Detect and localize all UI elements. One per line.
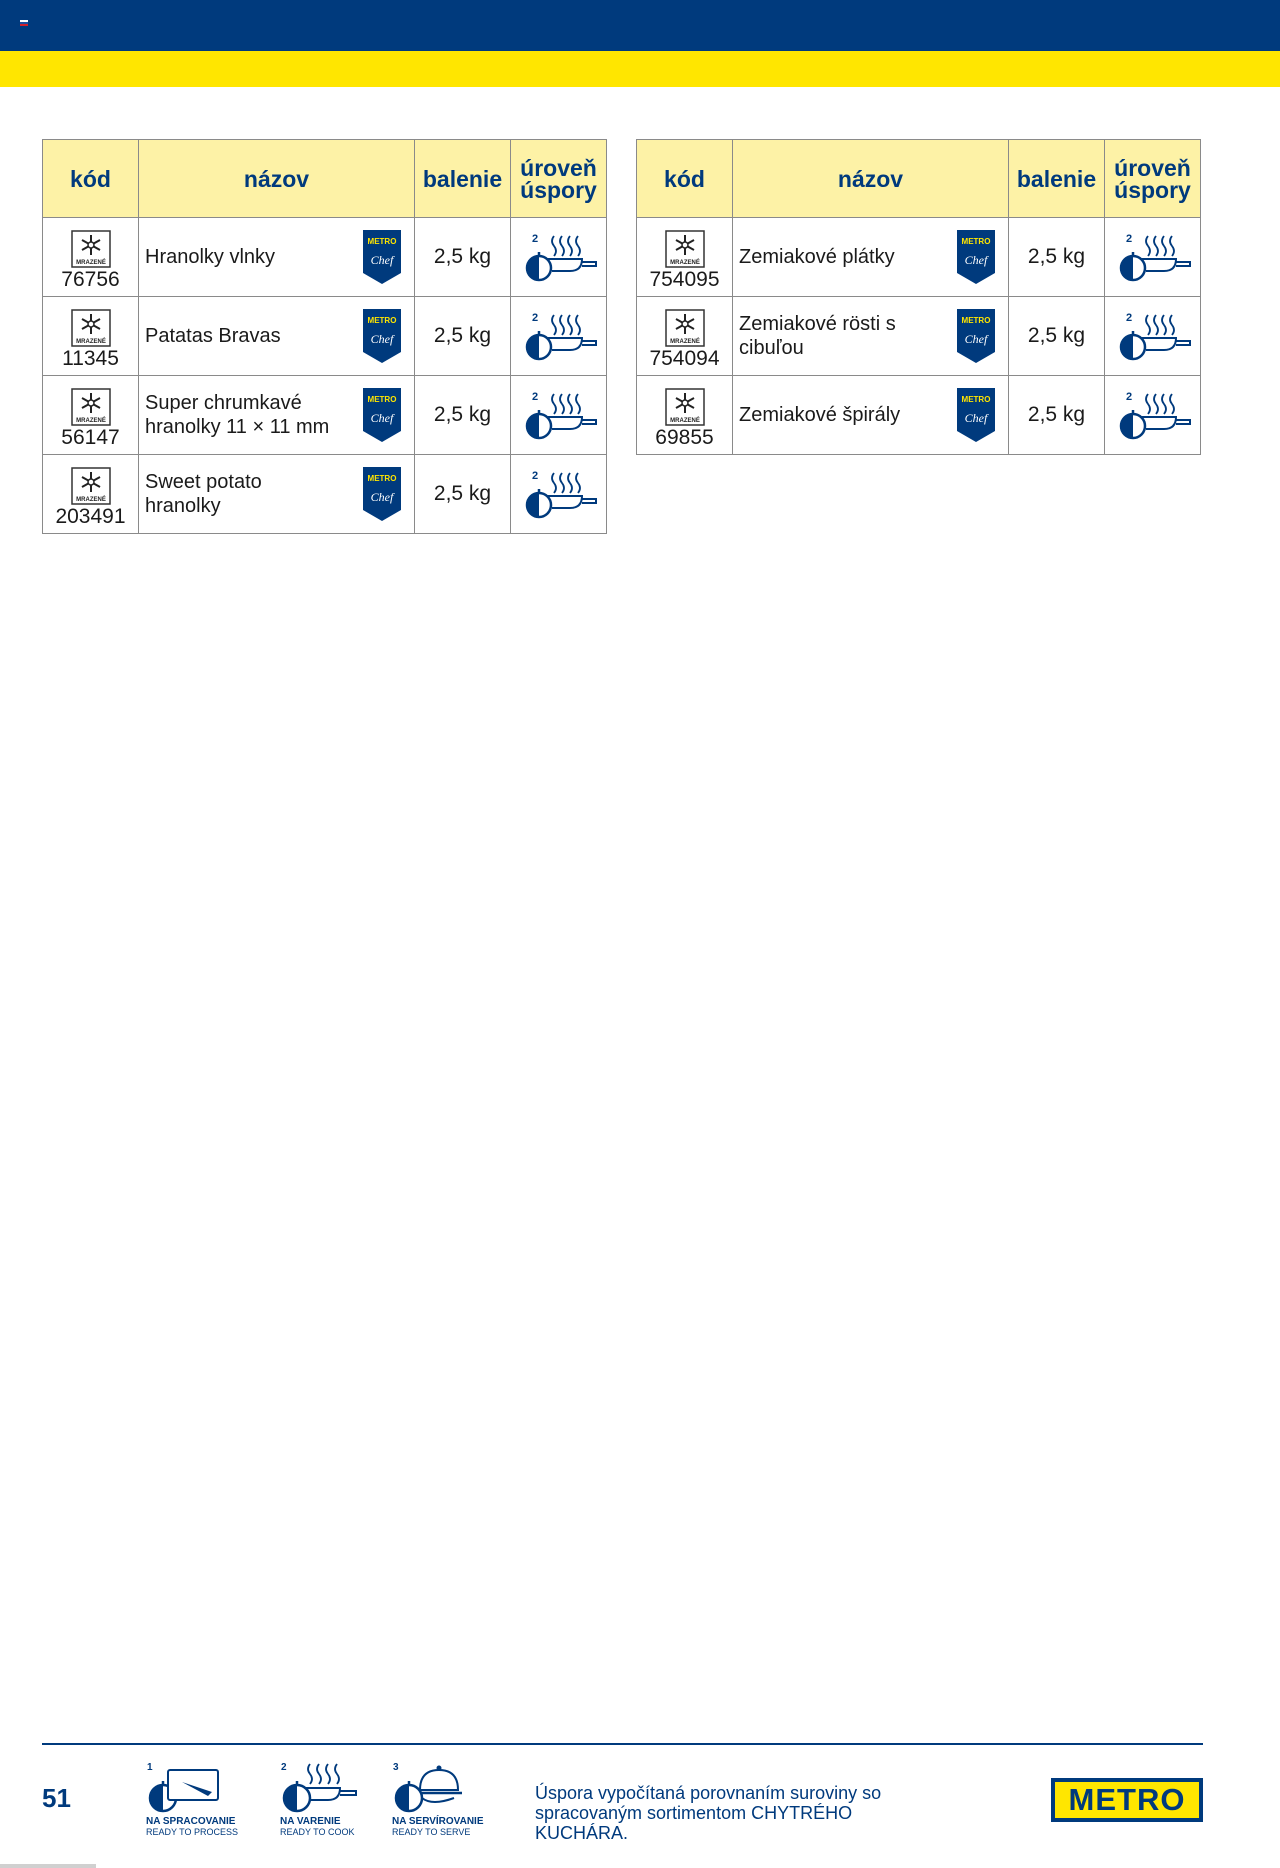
product-name: Zemiakové špirály bbox=[739, 404, 901, 426]
product-table-right bbox=[636, 139, 1201, 455]
metro-chef-badge bbox=[362, 387, 402, 443]
savings-level bbox=[1105, 376, 1201, 455]
metro-chef-badge bbox=[362, 308, 402, 364]
svg-text:Chef: Chef bbox=[370, 411, 394, 425]
svg-text:MRAZENÉ: MRAZENÉ bbox=[669, 259, 700, 266]
product-code: 754094 bbox=[649, 346, 720, 370]
frozen-icon bbox=[665, 230, 705, 268]
product-code: 754095 bbox=[649, 267, 720, 291]
product-name: Sweet potato hranolky bbox=[145, 471, 262, 517]
svg-text:METRO: METRO bbox=[961, 237, 991, 246]
svg-text:2: 2 bbox=[1125, 391, 1132, 403]
svg-text:Chef: Chef bbox=[370, 332, 394, 346]
svg-text:MRAZENÉ: MRAZENÉ bbox=[669, 338, 700, 345]
svg-text:Chef: Chef bbox=[370, 490, 394, 504]
savings-level bbox=[511, 455, 607, 534]
package-size: 2,5 kg bbox=[1009, 218, 1105, 297]
nazov-cell bbox=[733, 376, 1009, 455]
legend-ready-to-cook: 2 NA VARENIE READY TO COOK bbox=[280, 1760, 390, 1837]
frozen-icon bbox=[71, 230, 111, 268]
product-code: 69855 bbox=[655, 425, 714, 449]
nazov-cell bbox=[139, 297, 415, 376]
product-name: Zemiakové plátky bbox=[739, 246, 895, 268]
svg-text:Chef: Chef bbox=[964, 253, 988, 267]
product-name: Super chrumkavé hranolky 11 × 11 mm bbox=[145, 392, 330, 438]
product-code: 203491 bbox=[55, 504, 126, 528]
kod-cell bbox=[43, 218, 139, 297]
savings-level bbox=[511, 297, 607, 376]
header-kod: kód bbox=[43, 140, 139, 218]
svg-text:MRAZENÉ: MRAZENÉ bbox=[75, 259, 106, 266]
product-code: 11345 bbox=[62, 346, 119, 370]
package-size: 2,5 kg bbox=[415, 376, 511, 455]
page-number: 51 bbox=[42, 1783, 71, 1813]
package-size: 2,5 kg bbox=[415, 297, 511, 376]
product-code: 76756 bbox=[61, 267, 120, 291]
package-size: 2,5 kg bbox=[415, 218, 511, 297]
pan-timer-icon bbox=[1114, 230, 1192, 284]
svg-text:2: 2 bbox=[531, 312, 538, 324]
metro-chef-badge bbox=[362, 466, 402, 522]
footer-divider bbox=[42, 1743, 1203, 1745]
header-nazov: názov bbox=[139, 140, 415, 218]
svg-text:Chef: Chef bbox=[964, 411, 988, 425]
frozen-icon bbox=[71, 467, 111, 505]
pan-timer-icon bbox=[1114, 309, 1192, 363]
nazov-cell bbox=[139, 218, 415, 297]
table-row bbox=[43, 297, 607, 376]
svg-text:MRAZENÉ: MRAZENÉ bbox=[669, 417, 700, 424]
product-code: 56147 bbox=[61, 425, 120, 449]
table-header-row bbox=[637, 140, 1201, 218]
svg-text:MRAZENÉ: MRAZENÉ bbox=[75, 417, 106, 424]
kod-cell bbox=[637, 376, 733, 455]
frozen-icon bbox=[71, 388, 111, 426]
header-uroven: úroveň úspory bbox=[511, 140, 607, 218]
svg-text:2: 2 bbox=[531, 470, 538, 482]
metro-chef-badge bbox=[956, 229, 996, 285]
savings-footnote: Úspora vypočítaná porovnaním suroviny so spracovaným sortimentom CHYTRÉHO KUCHÁRA. bbox=[535, 1783, 882, 1843]
nazov-cell bbox=[733, 218, 1009, 297]
bottom-strip bbox=[0, 1864, 96, 1868]
table-row bbox=[637, 218, 1201, 297]
header-balenie: balenie bbox=[415, 140, 511, 218]
pan-timer-icon bbox=[520, 388, 598, 442]
table-row bbox=[637, 297, 1201, 376]
kod-cell bbox=[43, 297, 139, 376]
legend-ready-to-process: 1 NA SPRACOVANIE READY TO PROCESS bbox=[146, 1762, 239, 1837]
svg-text:1: 1 bbox=[147, 1762, 153, 1773]
metro-logo: METRO bbox=[1051, 1778, 1203, 1822]
legend-ready-to-serve: 3 NA SERVÍROVANIE READY TO SERVE bbox=[392, 1762, 484, 1837]
metro-chef-badge bbox=[362, 229, 402, 285]
svg-text:METRO: METRO bbox=[367, 474, 397, 483]
frozen-icon bbox=[665, 309, 705, 347]
svg-text:2: 2 bbox=[1125, 233, 1132, 245]
header-balenie: balenie bbox=[1009, 140, 1105, 218]
frozen-icon bbox=[71, 309, 111, 347]
svg-text:METRO: METRO bbox=[367, 395, 397, 404]
svg-text:2: 2 bbox=[1125, 312, 1132, 324]
svg-text:METRO: METRO bbox=[367, 237, 397, 246]
svg-text:2: 2 bbox=[531, 391, 538, 403]
nazov-cell bbox=[139, 376, 415, 455]
svg-text:MRAZENÉ: MRAZENÉ bbox=[75, 338, 106, 345]
svg-text:METRO: METRO bbox=[367, 316, 397, 325]
table-row bbox=[43, 376, 607, 455]
cloche-timer-icon bbox=[392, 1760, 470, 1814]
flag-icon bbox=[20, 20, 28, 26]
metro-chef-badge bbox=[956, 387, 996, 443]
kod-cell bbox=[43, 376, 139, 455]
top-banner bbox=[0, 0, 1280, 51]
table-row bbox=[637, 376, 1201, 455]
kod-cell bbox=[43, 455, 139, 534]
nazov-cell bbox=[139, 455, 415, 534]
kod-cell bbox=[637, 297, 733, 376]
product-table-left bbox=[42, 139, 607, 534]
savings-level bbox=[511, 218, 607, 297]
svg-text:METRO: METRO bbox=[961, 395, 991, 404]
savings-level bbox=[1105, 297, 1201, 376]
pan-timer-icon bbox=[520, 467, 598, 521]
nazov-cell bbox=[733, 297, 1009, 376]
pan-timer-icon bbox=[520, 230, 598, 284]
svg-text:3: 3 bbox=[393, 1762, 399, 1773]
knife-timer-icon bbox=[146, 1760, 224, 1814]
savings-level bbox=[1105, 218, 1201, 297]
package-size: 2,5 kg bbox=[1009, 376, 1105, 455]
table-row bbox=[43, 218, 607, 297]
header-nazov: názov bbox=[733, 140, 1009, 218]
metro-chef-badge bbox=[956, 308, 996, 364]
table-header-row bbox=[43, 140, 607, 218]
svg-text:METRO: METRO bbox=[961, 316, 991, 325]
pan-timer-icon bbox=[520, 309, 598, 363]
product-name: Hranolky vlnky bbox=[145, 246, 276, 268]
frozen-icon bbox=[665, 388, 705, 426]
product-name: Patatas Bravas bbox=[145, 325, 281, 347]
savings-level bbox=[511, 376, 607, 455]
kod-cell bbox=[637, 218, 733, 297]
svg-text:2: 2 bbox=[531, 233, 538, 245]
svg-text:MRAZENÉ: MRAZENÉ bbox=[75, 496, 106, 503]
header-uroven: úroveň úspory bbox=[1105, 140, 1201, 218]
package-size: 2,5 kg bbox=[415, 455, 511, 534]
table-row bbox=[43, 455, 607, 534]
svg-text:2: 2 bbox=[281, 1762, 287, 1773]
product-name: Zemiakové rösti s cibuľou bbox=[739, 313, 896, 359]
svg-text:Chef: Chef bbox=[370, 253, 394, 267]
header-kod: kód bbox=[637, 140, 733, 218]
package-size: 2,5 kg bbox=[1009, 297, 1105, 376]
yellow-band bbox=[0, 51, 1280, 87]
svg-text:Chef: Chef bbox=[964, 332, 988, 346]
pan-timer-icon bbox=[1114, 388, 1192, 442]
pan-timer-icon bbox=[280, 1760, 358, 1814]
